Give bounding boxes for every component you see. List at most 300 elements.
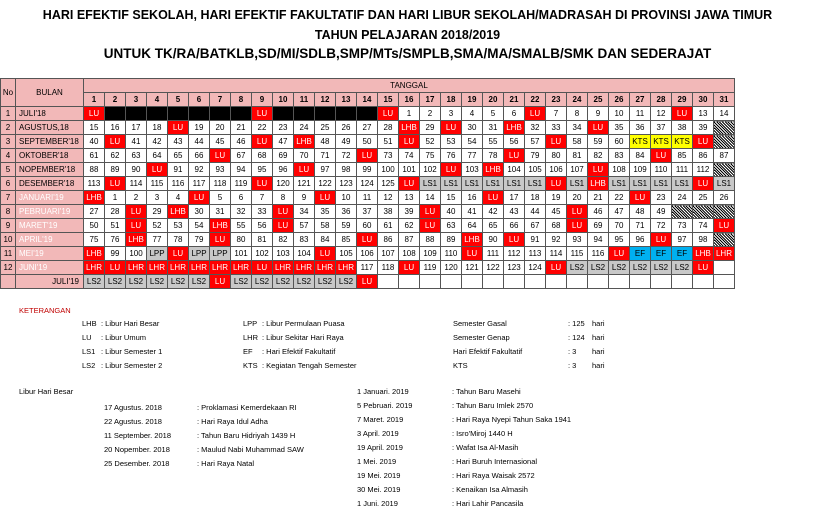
row-number[interactable]: 7 bbox=[1, 191, 16, 205]
day-cell[interactable]: 100 bbox=[378, 163, 399, 177]
day-cell[interactable]: 36 bbox=[630, 121, 651, 135]
day-cell[interactable]: 78 bbox=[168, 233, 189, 247]
day-cell[interactable]: 114 bbox=[126, 177, 147, 191]
day-cell[interactable]: 2 bbox=[126, 191, 147, 205]
day-cell[interactable]: LS2 bbox=[672, 261, 693, 275]
day-cell[interactable]: LU bbox=[714, 219, 735, 233]
day-header-28[interactable]: 28 bbox=[651, 93, 672, 107]
row-number[interactable]: 6 bbox=[1, 177, 16, 191]
day-cell[interactable]: LHB bbox=[588, 177, 609, 191]
row-number[interactable]: 10 bbox=[1, 233, 16, 247]
day-cell[interactable]: 82 bbox=[588, 149, 609, 163]
day-cell[interactable]: 95 bbox=[252, 163, 273, 177]
day-cell[interactable]: LU bbox=[252, 135, 273, 149]
day-cell[interactable]: 14 bbox=[420, 191, 441, 205]
day-cell[interactable]: LU bbox=[252, 177, 273, 191]
day-header-13[interactable]: 13 bbox=[336, 93, 357, 107]
day-cell[interactable]: LHB bbox=[210, 219, 231, 233]
day-cell[interactable]: 6 bbox=[504, 107, 525, 121]
day-cell[interactable]: LU bbox=[693, 261, 714, 275]
day-cell[interactable]: 103 bbox=[273, 247, 294, 261]
day-cell[interactable]: 110 bbox=[441, 247, 462, 261]
day-header-11[interactable]: 11 bbox=[294, 93, 315, 107]
day-cell[interactable]: 27 bbox=[357, 121, 378, 135]
day-cell[interactable]: 65 bbox=[483, 219, 504, 233]
day-cell[interactable]: LHB bbox=[126, 233, 147, 247]
month-cell[interactable]: OKTOBER'18 bbox=[16, 149, 84, 163]
day-cell[interactable] bbox=[483, 275, 504, 289]
day-header-15[interactable]: 15 bbox=[378, 93, 399, 107]
day-cell[interactable]: 107 bbox=[378, 247, 399, 261]
row-number[interactable]: 1 bbox=[1, 107, 16, 121]
day-cell[interactable]: 115 bbox=[147, 177, 168, 191]
day-header-2[interactable]: 2 bbox=[105, 93, 126, 107]
day-cell[interactable] bbox=[546, 275, 567, 289]
day-cell[interactable]: 80 bbox=[231, 233, 252, 247]
day-cell[interactable]: 119 bbox=[231, 177, 252, 191]
day-cell[interactable]: 102 bbox=[252, 247, 273, 261]
month-cell[interactable]: SEPTEMBER'18 bbox=[16, 135, 84, 149]
day-cell[interactable]: 89 bbox=[105, 163, 126, 177]
day-cell[interactable] bbox=[147, 107, 168, 121]
day-cell[interactable]: 86 bbox=[693, 149, 714, 163]
day-cell[interactable]: LU bbox=[672, 107, 693, 121]
day-cell[interactable]: LU bbox=[168, 121, 189, 135]
day-cell[interactable]: 43 bbox=[504, 205, 525, 219]
day-cell[interactable]: 40 bbox=[441, 205, 462, 219]
day-cell[interactable]: LS2 bbox=[126, 275, 147, 289]
day-cell[interactable]: KTS bbox=[651, 135, 672, 149]
day-cell[interactable]: 58 bbox=[315, 219, 336, 233]
day-cell[interactable]: LHB bbox=[483, 163, 504, 177]
day-cell[interactable]: LU bbox=[567, 219, 588, 233]
day-cell[interactable]: 74 bbox=[399, 149, 420, 163]
day-cell[interactable]: 112 bbox=[693, 163, 714, 177]
day-cell[interactable]: 121 bbox=[294, 177, 315, 191]
day-cell[interactable]: LU bbox=[567, 205, 588, 219]
day-cell[interactable]: LS2 bbox=[273, 275, 294, 289]
day-cell[interactable]: LHR bbox=[84, 261, 105, 275]
day-cell[interactable]: LS1 bbox=[420, 177, 441, 191]
month-cell[interactable]: JULI'19 bbox=[16, 275, 84, 289]
day-cell[interactable]: 14 bbox=[714, 107, 735, 121]
day-cell[interactable]: 22 bbox=[252, 121, 273, 135]
day-cell[interactable]: 91 bbox=[168, 163, 189, 177]
day-cell[interactable] bbox=[231, 107, 252, 121]
day-cell[interactable]: LS2 bbox=[189, 275, 210, 289]
day-cell[interactable]: LU bbox=[693, 177, 714, 191]
day-cell[interactable]: 41 bbox=[462, 205, 483, 219]
day-header-24[interactable]: 24 bbox=[567, 93, 588, 107]
day-header-18[interactable]: 18 bbox=[441, 93, 462, 107]
day-cell[interactable]: 69 bbox=[588, 219, 609, 233]
row-number[interactable]: 11 bbox=[1, 247, 16, 261]
day-cell[interactable]: 20 bbox=[567, 191, 588, 205]
day-cell[interactable]: 10 bbox=[609, 107, 630, 121]
day-cell[interactable]: 81 bbox=[252, 233, 273, 247]
day-cell[interactable]: LU bbox=[105, 135, 126, 149]
day-cell[interactable]: LHB bbox=[294, 135, 315, 149]
day-cell[interactable]: 73 bbox=[672, 219, 693, 233]
day-cell[interactable]: LU bbox=[378, 107, 399, 121]
day-cell[interactable]: 43 bbox=[168, 135, 189, 149]
day-cell[interactable]: 122 bbox=[483, 261, 504, 275]
day-cell[interactable]: LU bbox=[504, 233, 525, 247]
day-cell[interactable] bbox=[672, 205, 693, 219]
day-cell[interactable]: LU bbox=[189, 191, 210, 205]
day-cell[interactable]: 39 bbox=[693, 121, 714, 135]
day-cell[interactable]: LS2 bbox=[588, 261, 609, 275]
day-cell[interactable]: 75 bbox=[84, 233, 105, 247]
day-cell[interactable]: 55 bbox=[231, 219, 252, 233]
bulan-header[interactable]: BULAN bbox=[16, 79, 84, 107]
day-cell[interactable]: 99 bbox=[357, 163, 378, 177]
day-cell[interactable]: 88 bbox=[84, 163, 105, 177]
day-cell[interactable]: 92 bbox=[546, 233, 567, 247]
day-cell[interactable]: 29 bbox=[147, 205, 168, 219]
day-cell[interactable]: LU bbox=[357, 233, 378, 247]
day-cell[interactable]: LS2 bbox=[147, 275, 168, 289]
day-cell[interactable]: 72 bbox=[336, 149, 357, 163]
day-cell[interactable]: LU bbox=[441, 121, 462, 135]
day-cell[interactable]: 55 bbox=[483, 135, 504, 149]
day-cell[interactable]: 33 bbox=[252, 205, 273, 219]
day-cell[interactable] bbox=[609, 275, 630, 289]
day-cell[interactable]: 112 bbox=[504, 247, 525, 261]
day-cell[interactable]: LPP bbox=[189, 247, 210, 261]
day-cell[interactable]: 16 bbox=[462, 191, 483, 205]
day-cell[interactable]: 59 bbox=[588, 135, 609, 149]
day-cell[interactable]: 52 bbox=[147, 219, 168, 233]
day-cell[interactable]: 57 bbox=[525, 135, 546, 149]
day-cell[interactable]: LS2 bbox=[294, 275, 315, 289]
day-cell[interactable]: LU bbox=[252, 107, 273, 121]
day-cell[interactable]: LS1 bbox=[714, 177, 735, 191]
day-cell[interactable]: LS1 bbox=[630, 177, 651, 191]
day-cell[interactable]: 7 bbox=[546, 107, 567, 121]
day-cell[interactable]: 11 bbox=[357, 191, 378, 205]
day-cell[interactable]: 29 bbox=[420, 121, 441, 135]
day-cell[interactable]: LU bbox=[273, 205, 294, 219]
day-cell[interactable]: 61 bbox=[84, 149, 105, 163]
day-header-16[interactable]: 16 bbox=[399, 93, 420, 107]
day-cell[interactable]: 9 bbox=[588, 107, 609, 121]
day-cell[interactable]: LHB bbox=[693, 247, 714, 261]
day-cell[interactable]: LU bbox=[630, 191, 651, 205]
day-cell[interactable]: LU bbox=[399, 135, 420, 149]
month-cell[interactable]: DESEMBER'18 bbox=[16, 177, 84, 191]
day-cell[interactable]: EF bbox=[630, 247, 651, 261]
day-cell[interactable] bbox=[441, 275, 462, 289]
day-cell[interactable]: LS2 bbox=[84, 275, 105, 289]
day-cell[interactable]: 104 bbox=[294, 247, 315, 261]
day-header-20[interactable]: 20 bbox=[483, 93, 504, 107]
day-cell[interactable]: LS1 bbox=[525, 177, 546, 191]
day-cell[interactable]: 90 bbox=[483, 233, 504, 247]
day-cell[interactable]: 35 bbox=[609, 121, 630, 135]
day-cell[interactable] bbox=[567, 275, 588, 289]
day-cell[interactable]: LU bbox=[357, 149, 378, 163]
day-header-5[interactable]: 5 bbox=[168, 93, 189, 107]
day-cell[interactable]: 87 bbox=[399, 233, 420, 247]
day-cell[interactable]: LS2 bbox=[231, 275, 252, 289]
day-cell[interactable]: 105 bbox=[525, 163, 546, 177]
day-cell[interactable] bbox=[714, 135, 735, 149]
month-cell[interactable]: NOPEMBER'18 bbox=[16, 163, 84, 177]
day-header-29[interactable]: 29 bbox=[672, 93, 693, 107]
day-cell[interactable]: 3 bbox=[147, 191, 168, 205]
day-cell[interactable]: LU bbox=[546, 135, 567, 149]
day-cell[interactable]: 81 bbox=[567, 149, 588, 163]
day-cell[interactable]: 42 bbox=[147, 135, 168, 149]
day-cell[interactable]: 74 bbox=[693, 219, 714, 233]
day-cell[interactable]: 99 bbox=[105, 247, 126, 261]
day-cell[interactable]: 50 bbox=[357, 135, 378, 149]
day-cell[interactable]: 107 bbox=[567, 163, 588, 177]
day-cell[interactable]: LU bbox=[483, 191, 504, 205]
day-cell[interactable]: 105 bbox=[336, 247, 357, 261]
day-cell[interactable]: LS1 bbox=[462, 177, 483, 191]
day-cell[interactable]: 26 bbox=[714, 191, 735, 205]
day-cell[interactable]: 70 bbox=[294, 149, 315, 163]
day-cell[interactable]: 51 bbox=[105, 219, 126, 233]
day-cell[interactable]: LS2 bbox=[252, 275, 273, 289]
day-cell[interactable]: 76 bbox=[105, 233, 126, 247]
day-cell[interactable]: 30 bbox=[462, 121, 483, 135]
day-cell[interactable] bbox=[357, 107, 378, 121]
day-cell[interactable]: 38 bbox=[672, 121, 693, 135]
day-header-30[interactable]: 30 bbox=[693, 93, 714, 107]
day-cell[interactable]: 30 bbox=[189, 205, 210, 219]
day-header-21[interactable]: 21 bbox=[504, 93, 525, 107]
day-cell[interactable]: 9 bbox=[294, 191, 315, 205]
day-cell[interactable]: 23 bbox=[273, 121, 294, 135]
day-cell[interactable]: 84 bbox=[315, 233, 336, 247]
day-cell[interactable]: 23 bbox=[651, 191, 672, 205]
day-cell[interactable]: LU bbox=[462, 247, 483, 261]
row-number[interactable] bbox=[1, 275, 16, 289]
day-cell[interactable]: LU bbox=[105, 177, 126, 191]
day-header-23[interactable]: 23 bbox=[546, 93, 567, 107]
day-cell[interactable]: 93 bbox=[567, 233, 588, 247]
day-cell[interactable]: 89 bbox=[441, 233, 462, 247]
day-cell[interactable]: EF bbox=[672, 247, 693, 261]
day-cell[interactable]: LU bbox=[546, 177, 567, 191]
day-cell[interactable]: 6 bbox=[231, 191, 252, 205]
day-cell[interactable]: LU bbox=[441, 163, 462, 177]
day-cell[interactable]: 66 bbox=[189, 149, 210, 163]
day-cell[interactable]: 111 bbox=[672, 163, 693, 177]
day-cell[interactable]: 71 bbox=[630, 219, 651, 233]
row-number[interactable]: 2 bbox=[1, 121, 16, 135]
day-cell[interactable]: LU bbox=[357, 275, 378, 289]
day-cell[interactable]: 18 bbox=[147, 121, 168, 135]
day-cell[interactable] bbox=[714, 121, 735, 135]
day-cell[interactable]: 113 bbox=[84, 177, 105, 191]
day-cell[interactable]: 117 bbox=[357, 261, 378, 275]
day-header-7[interactable]: 7 bbox=[210, 93, 231, 107]
day-cell[interactable]: 17 bbox=[504, 191, 525, 205]
day-cell[interactable]: 61 bbox=[378, 219, 399, 233]
day-cell[interactable]: 91 bbox=[525, 233, 546, 247]
day-cell[interactable]: 28 bbox=[105, 205, 126, 219]
day-cell[interactable]: LU bbox=[84, 107, 105, 121]
day-cell[interactable]: LU bbox=[420, 219, 441, 233]
day-cell[interactable]: LHB bbox=[462, 233, 483, 247]
day-cell[interactable]: LHR bbox=[231, 261, 252, 275]
day-cell[interactable]: LS1 bbox=[651, 177, 672, 191]
day-cell[interactable]: 49 bbox=[651, 205, 672, 219]
day-header-14[interactable]: 14 bbox=[357, 93, 378, 107]
day-cell[interactable]: LU bbox=[105, 261, 126, 275]
day-cell[interactable]: 103 bbox=[462, 163, 483, 177]
day-cell[interactable]: KTS bbox=[672, 135, 693, 149]
day-cell[interactable]: 117 bbox=[189, 177, 210, 191]
day-cell[interactable]: 62 bbox=[105, 149, 126, 163]
day-cell[interactable]: LU bbox=[651, 149, 672, 163]
day-cell[interactable]: LU bbox=[210, 149, 231, 163]
day-cell[interactable]: 53 bbox=[441, 135, 462, 149]
day-cell[interactable]: LU bbox=[315, 247, 336, 261]
day-cell[interactable] bbox=[714, 205, 735, 219]
row-number[interactable]: 8 bbox=[1, 205, 16, 219]
day-cell[interactable]: 85 bbox=[672, 149, 693, 163]
day-cell[interactable] bbox=[714, 233, 735, 247]
day-cell[interactable]: 76 bbox=[441, 149, 462, 163]
day-cell[interactable]: 108 bbox=[399, 247, 420, 261]
day-cell[interactable]: 36 bbox=[336, 205, 357, 219]
day-cell[interactable]: LS1 bbox=[672, 177, 693, 191]
day-cell[interactable]: 28 bbox=[378, 121, 399, 135]
day-cell[interactable]: 122 bbox=[315, 177, 336, 191]
day-cell[interactable]: 45 bbox=[210, 135, 231, 149]
day-cell[interactable]: 39 bbox=[399, 205, 420, 219]
day-cell[interactable]: 113 bbox=[525, 247, 546, 261]
day-cell[interactable] bbox=[630, 275, 651, 289]
day-cell[interactable]: 27 bbox=[84, 205, 105, 219]
day-cell[interactable]: LU bbox=[504, 149, 525, 163]
day-header-8[interactable]: 8 bbox=[231, 93, 252, 107]
day-header-12[interactable]: 12 bbox=[315, 93, 336, 107]
day-cell[interactable]: 62 bbox=[399, 219, 420, 233]
day-cell[interactable]: 66 bbox=[504, 219, 525, 233]
day-cell[interactable] bbox=[399, 275, 420, 289]
day-header-6[interactable]: 6 bbox=[189, 93, 210, 107]
month-cell[interactable]: JANUARI'19 bbox=[16, 191, 84, 205]
day-cell[interactable]: 40 bbox=[84, 135, 105, 149]
day-cell[interactable]: 63 bbox=[441, 219, 462, 233]
day-cell[interactable]: 5 bbox=[483, 107, 504, 121]
day-cell[interactable]: 120 bbox=[273, 177, 294, 191]
day-cell[interactable]: 83 bbox=[609, 149, 630, 163]
day-cell[interactable]: 80 bbox=[546, 149, 567, 163]
day-cell[interactable]: 53 bbox=[168, 219, 189, 233]
day-cell[interactable]: 97 bbox=[315, 163, 336, 177]
day-cell[interactable]: 110 bbox=[651, 163, 672, 177]
day-cell[interactable]: LHR bbox=[189, 261, 210, 275]
day-cell[interactable] bbox=[126, 107, 147, 121]
day-cell[interactable]: LPP bbox=[147, 247, 168, 261]
day-cell[interactable]: 124 bbox=[525, 261, 546, 275]
row-number[interactable]: 9 bbox=[1, 219, 16, 233]
day-cell[interactable]: 48 bbox=[630, 205, 651, 219]
day-cell[interactable]: 51 bbox=[378, 135, 399, 149]
day-cell[interactable]: LU bbox=[126, 219, 147, 233]
month-cell[interactable]: PEBRUARI'19 bbox=[16, 205, 84, 219]
day-cell[interactable]: LHR bbox=[147, 261, 168, 275]
day-cell[interactable]: 101 bbox=[231, 247, 252, 261]
day-cell[interactable] bbox=[105, 107, 126, 121]
day-cell[interactable]: 25 bbox=[693, 191, 714, 205]
day-cell[interactable]: 73 bbox=[378, 149, 399, 163]
day-cell[interactable]: LS2 bbox=[105, 275, 126, 289]
day-cell[interactable]: LS1 bbox=[609, 177, 630, 191]
day-cell[interactable]: 57 bbox=[294, 219, 315, 233]
day-cell[interactable]: LS2 bbox=[609, 261, 630, 275]
day-header-19[interactable]: 19 bbox=[462, 93, 483, 107]
day-cell[interactable]: LHB bbox=[399, 121, 420, 135]
day-cell[interactable]: 116 bbox=[588, 247, 609, 261]
day-cell[interactable]: 60 bbox=[609, 135, 630, 149]
day-cell[interactable]: 26 bbox=[336, 121, 357, 135]
day-cell[interactable]: 4 bbox=[168, 191, 189, 205]
day-cell[interactable]: LS1 bbox=[483, 177, 504, 191]
day-cell[interactable]: 58 bbox=[567, 135, 588, 149]
day-cell[interactable]: 71 bbox=[315, 149, 336, 163]
day-cell[interactable]: 21 bbox=[588, 191, 609, 205]
day-cell[interactable]: 68 bbox=[252, 149, 273, 163]
day-cell[interactable]: 63 bbox=[126, 149, 147, 163]
day-cell[interactable] bbox=[378, 275, 399, 289]
day-cell[interactable]: LU bbox=[546, 261, 567, 275]
day-cell[interactable]: LHR bbox=[336, 261, 357, 275]
day-header-27[interactable]: 27 bbox=[630, 93, 651, 107]
day-cell[interactable]: 96 bbox=[630, 233, 651, 247]
day-header-10[interactable]: 10 bbox=[273, 93, 294, 107]
day-cell[interactable] bbox=[714, 275, 735, 289]
day-cell[interactable] bbox=[420, 275, 441, 289]
day-cell[interactable]: 98 bbox=[336, 163, 357, 177]
day-cell[interactable]: 41 bbox=[126, 135, 147, 149]
day-cell[interactable]: 109 bbox=[420, 247, 441, 261]
day-cell[interactable]: 2 bbox=[420, 107, 441, 121]
day-cell[interactable]: 67 bbox=[525, 219, 546, 233]
day-cell[interactable]: 56 bbox=[252, 219, 273, 233]
day-cell[interactable]: 54 bbox=[462, 135, 483, 149]
day-cell[interactable]: 82 bbox=[273, 233, 294, 247]
day-cell[interactable]: 97 bbox=[672, 233, 693, 247]
day-cell[interactable]: 98 bbox=[693, 233, 714, 247]
day-cell[interactable]: 1 bbox=[105, 191, 126, 205]
day-cell[interactable]: 47 bbox=[609, 205, 630, 219]
day-cell[interactable]: 106 bbox=[546, 163, 567, 177]
day-cell[interactable] bbox=[294, 107, 315, 121]
row-number[interactable]: 5 bbox=[1, 163, 16, 177]
day-cell[interactable] bbox=[693, 275, 714, 289]
day-cell[interactable]: 15 bbox=[84, 121, 105, 135]
day-cell[interactable]: 15 bbox=[441, 191, 462, 205]
day-cell[interactable]: 60 bbox=[357, 219, 378, 233]
day-header-22[interactable]: 22 bbox=[525, 93, 546, 107]
day-cell[interactable]: 42 bbox=[483, 205, 504, 219]
day-header-1[interactable]: 1 bbox=[84, 93, 105, 107]
day-cell[interactable]: 44 bbox=[189, 135, 210, 149]
day-header-4[interactable]: 4 bbox=[147, 93, 168, 107]
day-cell[interactable]: 121 bbox=[462, 261, 483, 275]
no-header[interactable]: No bbox=[1, 79, 16, 107]
day-cell[interactable] bbox=[462, 275, 483, 289]
day-cell[interactable]: 90 bbox=[126, 163, 147, 177]
